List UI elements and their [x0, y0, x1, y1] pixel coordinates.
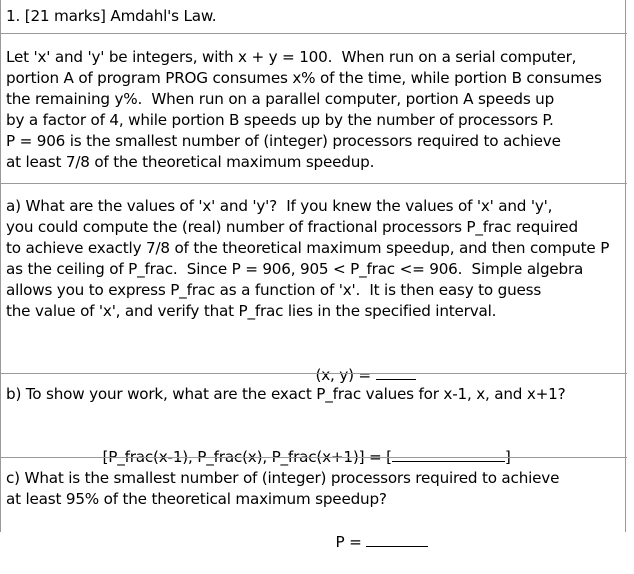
- part-c-answer-label: P =: [335, 533, 367, 551]
- intro-line-4: by a factor of 4, while portion B speeds up by the number of processors P.: [6, 111, 554, 129]
- intro-line-1: Let 'x' and 'y' be integers, with x + y = 100. When run on a serial computer,: [6, 48, 577, 66]
- part-c-line-1: c) What is the smallest number of (integer) processors required to achieve: [6, 469, 560, 487]
- part-a-line-6: the value of 'x', and verify that P_frac lies in the specified interval.: [6, 302, 497, 320]
- intro-line-5: P = 906 is the smallest number of (integer) processors required to achieve: [6, 132, 561, 150]
- part-b-line: b) To show your work, what are the exact P_frac values for x-1, x, and x+1?: [6, 385, 566, 403]
- part-b-answer-label: [P_frac(x-1), P_frac(x), P_frac(x+1)] = [: [102, 448, 392, 466]
- part-b-answer-close: ]: [504, 448, 511, 466]
- part-a-answer-label: (x, y) =: [315, 366, 376, 384]
- part-c-answer: [317, 510, 428, 574]
- divider-top: [1, 33, 627, 34]
- part-c-answer-blank[interactable]: [366, 531, 428, 547]
- divider-b: [1, 373, 627, 374]
- part-a-line-4: as the ceiling of P_frac. Since P = 906, 905 < P_frac <= 906. Simple algebra: [6, 260, 584, 278]
- question-title: 1. [21 marks] Amdahl's Law.: [6, 7, 217, 25]
- intro-line-3: the remaining y%. When run on a parallel computer, portion A speeds up: [6, 90, 555, 108]
- part-b-answer-blank[interactable]: [392, 447, 505, 462]
- divider-c: [1, 457, 627, 458]
- intro-line-2: portion A of program PROG consumes x% of the time, while portion B consumes: [6, 69, 602, 87]
- divider-a: [1, 183, 627, 184]
- intro-line-6: at least 7/8 of the theoretical maximum speedup.: [6, 153, 375, 171]
- part-a-line-3: to achieve exactly 7/8 of the theoretical maximum speedup, and then compute P: [6, 239, 610, 257]
- part-a-line-5: allows you to express P_frac as a function of 'x'. It is then easy to guess: [6, 281, 542, 299]
- part-c-line-2: at least 95% of the theoretical maximum speedup?: [6, 490, 387, 508]
- part-a-line-1: a) What are the values of 'x' and 'y'? If you knew the values of 'x' and 'y',: [6, 197, 553, 215]
- part-a-answer-blank[interactable]: [376, 364, 416, 380]
- part-a-line-2: you could compute the (real) number of fractional processors P_frac required: [6, 218, 578, 236]
